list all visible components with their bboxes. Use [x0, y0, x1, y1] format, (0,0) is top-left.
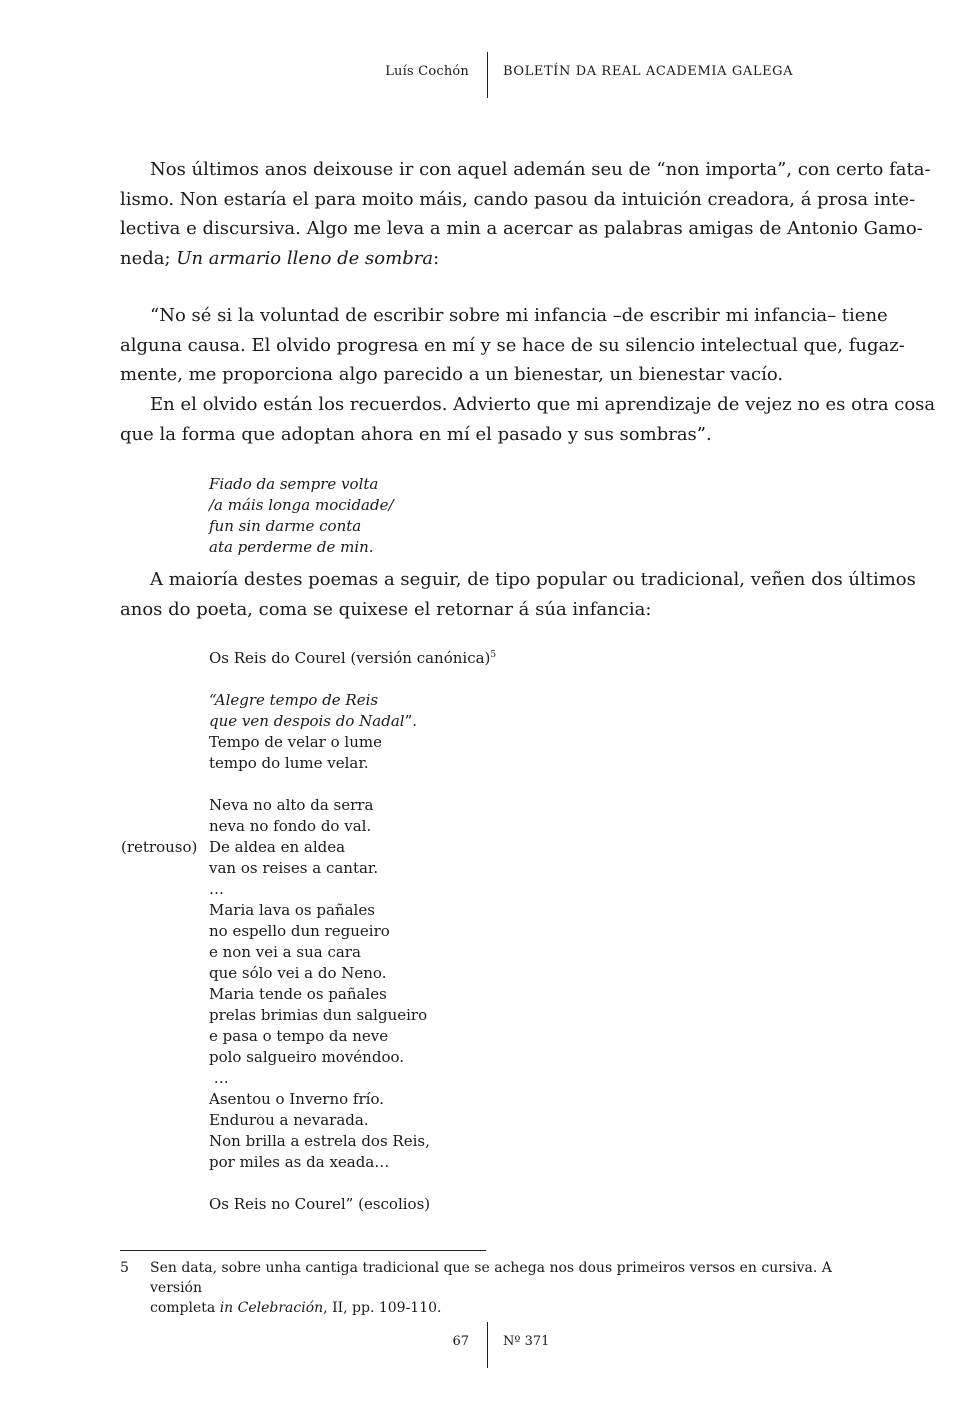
- verse-line: …: [209, 880, 224, 898]
- verse-line: por miles as da xeada…: [209, 1153, 390, 1171]
- quotation-paragraph-1: [120, 301, 905, 390]
- poem-epigraph: [209, 474, 394, 558]
- verse-line: Fiado da sempre volta: [209, 475, 379, 493]
- verse-line: Endurou a nevarada.: [209, 1111, 369, 1129]
- text-line: alguna causa. El olvido progresa en mí y se hace de su silencio intelectual que, fugaz-: [120, 334, 905, 356]
- footnote-divider: [120, 1250, 486, 1251]
- verse-line: ata perderme de min.: [209, 538, 374, 556]
- verse-line: “Alegre tempo de Reis: [209, 691, 379, 709]
- verse-line: /a máis longa mocidade/: [209, 496, 394, 514]
- text-line: Nos últimos anos deixouse ir con aquel ademán seu de “non importa”, con certo fata-: [150, 159, 931, 180]
- verse-line: neva no fondo do val.: [209, 817, 372, 835]
- verse-line: Maria tende os pañales: [209, 985, 387, 1003]
- text-line: lismo. Non estaría el para moito máis, cando pasou da intuición creadora, á prosa inte-: [120, 188, 916, 210]
- text-line: A maioría destes poemas a seguir, de tipo popular ou tradicional, veñen dos últimos: [150, 569, 916, 590]
- verse-line: e non vei a sua cara: [209, 943, 361, 961]
- text-line: que la forma que adoptan ahora en mí el pasado y sus sombras”.: [120, 423, 712, 445]
- verse-line: De aldea en aldea: [209, 838, 346, 856]
- verse-line: Os Reis no Courel” (escolios): [209, 1195, 431, 1213]
- paragraph-poems-intro: [120, 565, 916, 624]
- verse-line: Asentou o Inverno frío.: [209, 1090, 384, 1108]
- issue-number: Nº 371: [503, 1334, 550, 1349]
- footnote-number: 5: [120, 1260, 129, 1276]
- verse-line: e pasa o tempo da neve: [209, 1027, 389, 1045]
- verse-line: van os reises a cantar.: [209, 859, 379, 877]
- footer-divider: [487, 1322, 488, 1368]
- poem-reis-do-courel: [209, 648, 496, 1215]
- verse-line: Neva no alto da serra: [209, 796, 374, 814]
- footnote-ref: 5: [490, 650, 497, 660]
- verse-line: prelas brimias dun salgueiro: [209, 1006, 428, 1024]
- verse-line: no espello dun regueiro: [209, 922, 390, 940]
- verse-line: que sólo vei a do Neno.: [209, 964, 387, 982]
- text-line: mente, me proporciona algo parecido a un bienestar, un bienestar vacío.: [120, 364, 784, 385]
- verse-line: Maria lava os pañales: [209, 901, 375, 919]
- book-title: Un armario lleno de sombra: [176, 247, 434, 269]
- header-divider: [487, 52, 488, 98]
- text-line: En el olvido están los recuerdos. Advierto que mi aprendizaje de vejez no es otra cosa: [150, 394, 936, 415]
- paragraph-intro: [120, 155, 931, 273]
- verse-line: fun sin darme conta: [209, 517, 362, 535]
- running-head-author: Luís Cochón: [385, 64, 469, 79]
- text-line: lectiva e discursiva. Algo me leva a min a acercar as palabras amigas de Antonio Gamo-: [120, 218, 923, 239]
- quotation-paragraph-2: [120, 390, 936, 449]
- text-line: neda; Un armario lleno de sombra:: [120, 247, 440, 269]
- footnote-text: Sen data, sobre unha cantiga tradicional que se achega nos dous primeiros versos en cursiva. A versión completa in Celebración, II, pp. 109-110.: [150, 1260, 832, 1316]
- verse-line: Tempo de velar o lume: [209, 733, 382, 751]
- retrouso-label: (retrouso): [121, 838, 198, 856]
- verse-line: tempo do lume velar.: [209, 754, 369, 772]
- page-number: 67: [452, 1334, 469, 1349]
- text-line: “No sé si la voluntad de escribir sobre mi infancia –de escribir mi infancia– tiene: [150, 305, 888, 326]
- verse-line: Non brilla a estrela dos Reis,: [209, 1132, 430, 1150]
- verse-line: que ven despois do Nadal”.: [209, 712, 418, 730]
- poem-title: Os Reis do Courel (versión canónica)$^5$: [209, 649, 497, 667]
- text-line: anos do poeta, coma se quixese el retornar á súa infancia:: [120, 598, 652, 620]
- verse-line: polo salgueiro movéndoo.: [209, 1048, 405, 1066]
- verse-line: …: [209, 1069, 229, 1087]
- running-head-journal: BOLETÍN DA REAL ACADEMIA GALEGA: [503, 64, 794, 79]
